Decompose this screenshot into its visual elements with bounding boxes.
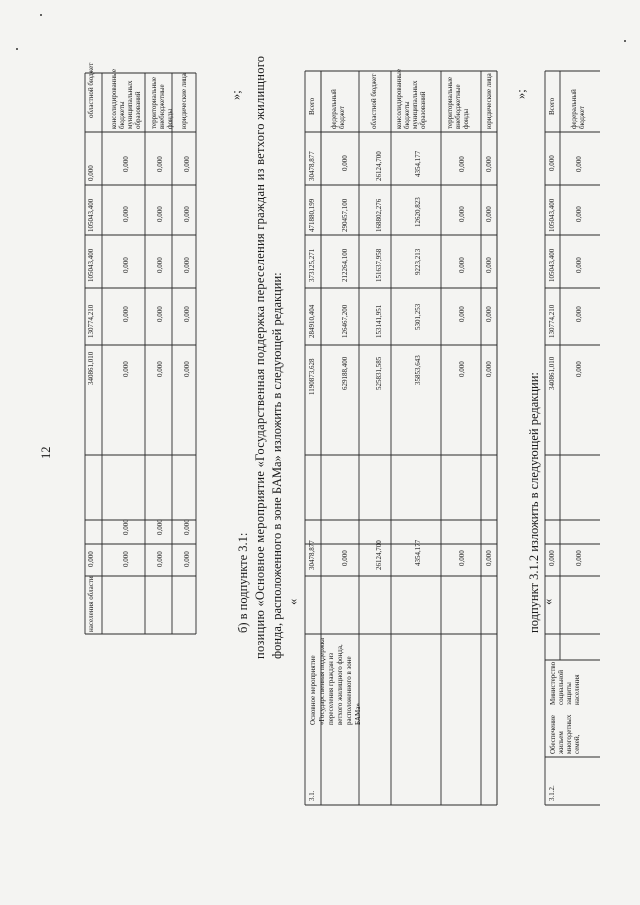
table2-r0-v5: 30478,877 <box>308 540 316 570</box>
table1-source-1: консолидированные бюджеты муниципальных образований <box>110 69 142 129</box>
table1-r0-v1: 130774,210 <box>87 304 95 338</box>
table2-quote-open: « <box>286 598 300 605</box>
table2-r5-v3: 0,000 <box>485 206 493 222</box>
table2-r1-v1: 126467,200 <box>341 304 349 338</box>
table2-name: Основное мероприятие «Государственная поддержка переселения граждан из ветхого жилищного фонда, расположенного в зоне БАМа» <box>309 638 362 725</box>
table2-r1-total: 629188,400 <box>341 356 349 390</box>
table1-r0-v2: 105043,400 <box>87 248 95 282</box>
table3-r0-v2: 105043,400 <box>548 248 556 282</box>
table1-r1-v3: 0,000 <box>122 206 130 222</box>
table1-r3-v2: 0,000 <box>183 257 191 273</box>
table2-r1-v5: 0,000 <box>341 550 349 566</box>
table1-source-3: юридические лица <box>180 73 188 129</box>
table2-r0-v2: 373125,271 <box>308 248 316 282</box>
table3-r0-v5: 0,000 <box>548 550 556 566</box>
table2-source-4: территориальные внебюджетные фонды <box>446 76 470 129</box>
table2-r0-v4: 30478,877 <box>308 151 316 181</box>
table2-r4-v1: 0,000 <box>458 306 466 322</box>
table2-r2-v1: 153141,951 <box>375 304 383 338</box>
table2-r5-total: 0,000 <box>485 361 493 377</box>
table1-r0-v3: 105043,400 <box>87 198 95 232</box>
table2-r5-v1: 0,000 <box>485 306 493 322</box>
table3-num: 3.1.2. <box>548 785 556 801</box>
table2-r3-total: 35853,643 <box>414 355 422 385</box>
table3-r1-v5: 0,000 <box>575 550 583 566</box>
table2-source-1: федеральный бюджет <box>330 89 346 129</box>
table3-quote-open: « <box>541 598 555 605</box>
table1-r3-v5: 0,000 <box>183 519 191 535</box>
table2-num: 3.1. <box>308 790 316 801</box>
table1-r2-v4: 0,000 <box>156 156 164 172</box>
table2-r3-v1: 5301,253 <box>414 303 422 330</box>
table2-r4-total: 0,000 <box>458 361 466 377</box>
table3-executor: Министерство социальной защиты населения <box>549 661 581 705</box>
table1-r0-v4: 0,000 <box>87 165 95 181</box>
table1-r1-total: 0,000 <box>122 361 130 377</box>
table2-r3-v3: 12620,823 <box>414 197 422 227</box>
table1-r1-v2: 0,000 <box>122 257 130 273</box>
paragraph-sub-line1: подпункт 3.1.2 изложить в следующей редакции: <box>527 372 541 633</box>
table3-r0-total: 340861,010 <box>548 356 556 390</box>
table3-r1-v2: 0,000 <box>575 257 583 273</box>
table1-r1-v4: 0,000 <box>122 156 130 172</box>
table3-source-1: федеральный бюджет <box>570 89 586 129</box>
table2-r2-v4: 26124,700 <box>375 151 383 181</box>
table3-r1-v1: 0,000 <box>575 306 583 322</box>
table3-name: Обеспечение жильем многодетных семей, <box>549 714 581 754</box>
table2-r2-total: 525831,585 <box>375 356 383 390</box>
table1-source-2: территориальные внебюджетные фонды <box>150 76 174 129</box>
table2-r1-v4: 0,000 <box>341 155 349 171</box>
table2-source-5: юридические лица <box>485 73 493 129</box>
table1-r0-total: 340861,010 <box>87 351 95 385</box>
table1-r3-total: 0,000 <box>183 361 191 377</box>
table2-r5-v4: 0,000 <box>485 156 493 172</box>
table2-r3-v5: 4354,177 <box>414 539 422 566</box>
table1-r2-v2: 0,000 <box>156 257 164 273</box>
table1-r2-v3: 0,000 <box>156 206 164 222</box>
table1-r3-v4: 0,000 <box>183 156 191 172</box>
table2-r1-v3: 290457,100 <box>341 198 349 232</box>
table2-r2-v2: 151637,958 <box>375 248 383 282</box>
table2-r2-v5: 26124,700 <box>375 540 383 570</box>
table3-r1-v4: 0,000 <box>575 156 583 172</box>
table2-r4-v2: 0,000 <box>458 257 466 273</box>
table2-end-mark: »; <box>514 89 528 99</box>
table2-r5-v2: 0,000 <box>485 257 493 273</box>
table3-r1-v3: 0,000 <box>575 206 583 222</box>
table2-r0-v1: 284910,404 <box>308 304 316 338</box>
table1-r2-v6: 0,000 <box>156 551 164 567</box>
table2-r3-v2: 9223,213 <box>414 248 422 275</box>
table2-r2-v3: 168802,276 <box>375 198 383 232</box>
table1-r1-v1: 0,000 <box>122 306 130 322</box>
table2-source-2: областной бюджет <box>370 73 378 129</box>
table2-r1-v2: 212264,100 <box>341 248 349 282</box>
table3-r0-v4: 0,000 <box>548 155 556 171</box>
table1-col1-label: населения области <box>87 576 95 632</box>
table2-source-3: консолидированные бюджеты муниципальных образований <box>395 69 427 129</box>
table1-r0-v6: 0,000 <box>87 551 95 567</box>
paragraph-b-line3: фонда, расположенного в зоне БАМа» изложить в следующей редакции: <box>270 272 284 659</box>
table1-r2-v1: 0,000 <box>156 306 164 322</box>
table2-r5-v5: 0,000 <box>485 550 493 566</box>
table1-r3-v1: 0,000 <box>183 306 191 322</box>
table1-source-0: областной бюджет <box>87 62 95 118</box>
table1-r3-v3: 0,000 <box>183 206 191 222</box>
paragraph-b-line2: позицию «Основное мероприятие «Государственная поддержка переселения граждан из ветхого жилищного <box>253 55 267 659</box>
page-number: 12 <box>39 446 53 459</box>
table1-r1-v6: 0,000 <box>122 551 130 567</box>
table2-r0-v3: 471880,199 <box>308 198 316 232</box>
table3-r1-total: 0,000 <box>575 361 583 377</box>
table2-r0-total: 1190873,628 <box>308 358 316 395</box>
table1-r2-v5: 0,000 <box>156 519 164 535</box>
table1-r3-v6: 0,000 <box>183 551 191 567</box>
table2-r3-v4: 4354,177 <box>414 150 422 177</box>
table3-r0-v3: 105043,400 <box>548 198 556 232</box>
table2-r4-v5: 0,000 <box>458 550 466 566</box>
table1-r2-total: 0,000 <box>156 361 164 377</box>
table1-r1-v5: 0,000 <box>122 519 130 535</box>
table2-source-0: Всего <box>308 97 316 115</box>
table2-r4-v4: 0,000 <box>458 156 466 172</box>
table2-r4-v3: 0,000 <box>458 206 466 222</box>
table3-r0-v1: 130774,210 <box>548 304 556 338</box>
table3-source-0: Всего <box>548 97 556 115</box>
table1-end-mark: »; <box>229 90 243 100</box>
paragraph-b-line1: б) в подпункте 3.1: <box>236 532 250 633</box>
